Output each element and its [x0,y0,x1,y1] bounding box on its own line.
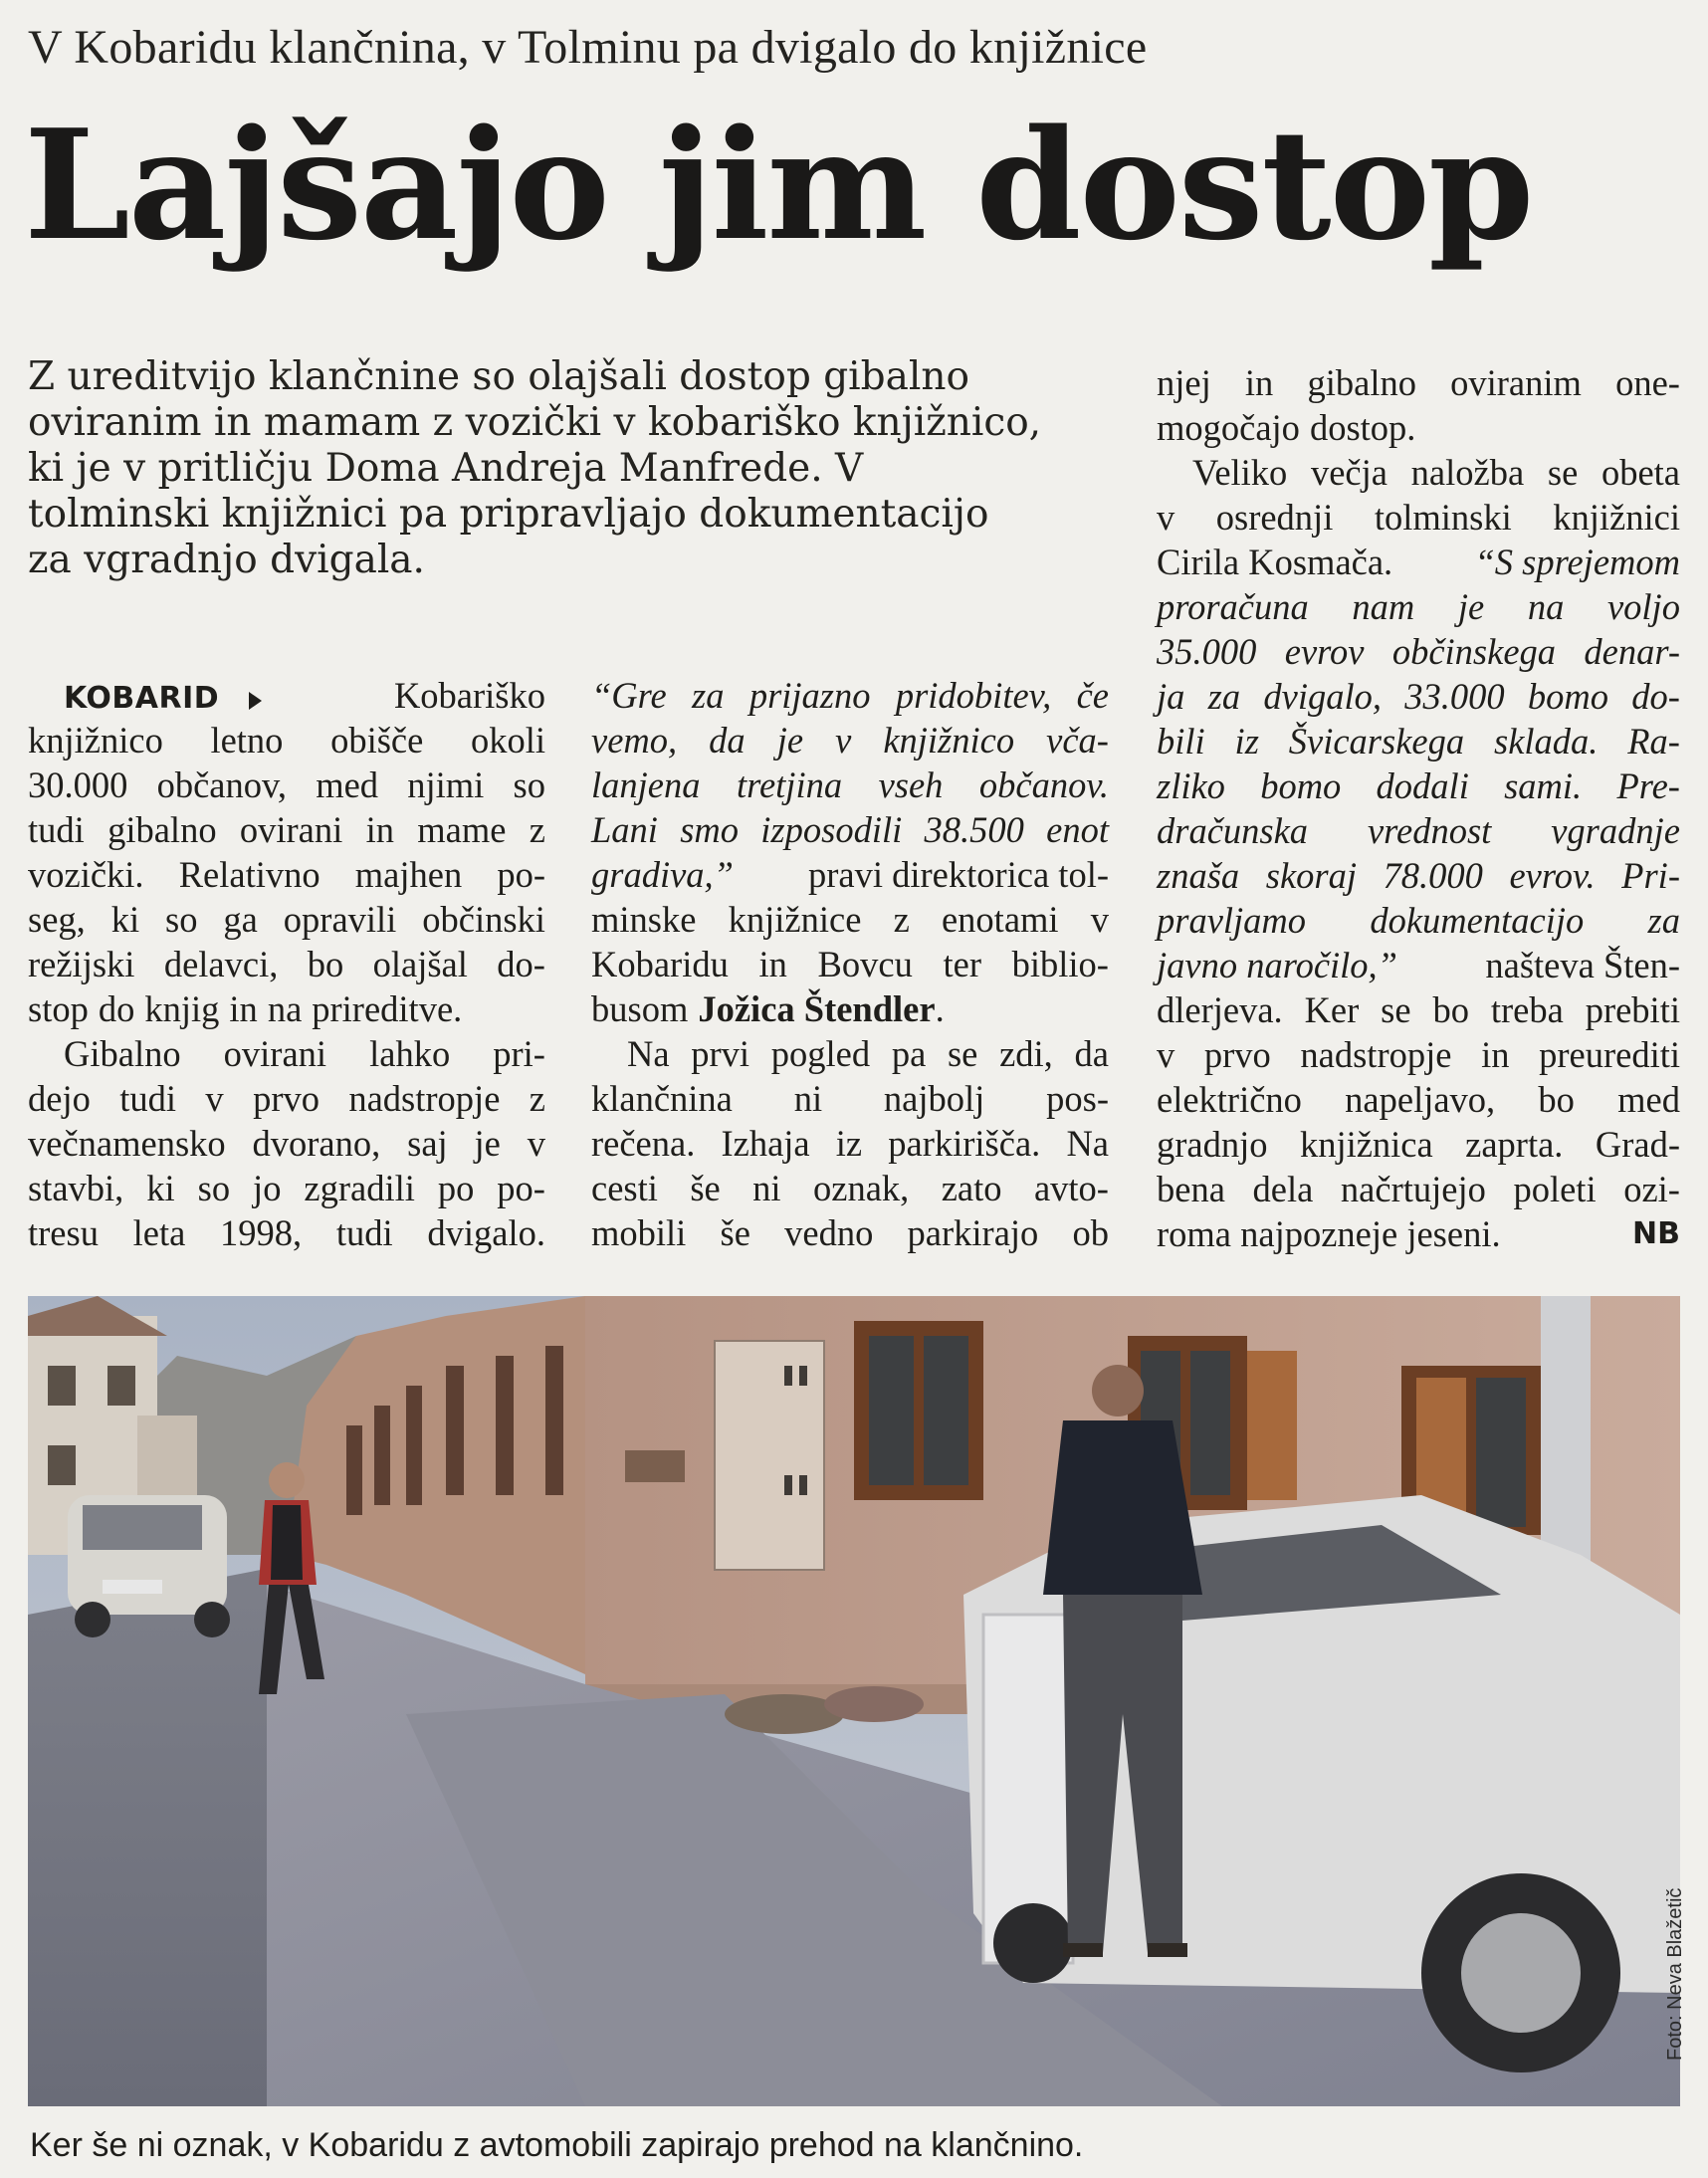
word: opravili [283,899,397,940]
word: se [1381,989,1411,1030]
word: po- [497,854,545,895]
word: električno [1157,1079,1302,1120]
word: Pre- [1616,765,1680,806]
word: z [529,809,545,850]
word: dvorano, [252,1123,381,1164]
word: in [1244,362,1274,403]
word: če [1076,675,1109,716]
word: ovirani [223,1033,327,1074]
word: še [690,1168,721,1208]
street-scene-illustration [28,1296,1680,2106]
word: proračuna [1157,586,1309,627]
word: seg, [28,899,86,940]
word: delavci, [163,944,279,984]
dateline: KOBARID [64,681,220,716]
word: iz [835,1123,863,1164]
text-line [28,718,545,762]
photo-credit: Foto: Neva Blažetič [1664,1887,1686,2061]
word: Pri- [1621,855,1680,896]
word: “Gre [591,675,667,716]
word: gibalno [107,809,217,850]
word: okoli [470,720,545,761]
road [28,1565,287,2106]
word: dvigalo, [1263,676,1383,717]
word: do- [497,944,545,984]
word: vozički. [28,854,144,895]
word: saj [407,1123,448,1164]
word: ki [110,899,140,940]
word: med [1617,1079,1680,1120]
word: Lani [591,809,658,850]
text-line [28,1031,545,1076]
body-column-1 [28,673,545,1255]
word: večja [1310,452,1388,493]
word: dejo [28,1078,91,1119]
word: obišče [330,720,424,761]
text-line [28,1210,545,1255]
word: obeta [1601,452,1680,493]
word: ozi- [1623,1169,1680,1209]
text-line [1157,540,1680,584]
word: Na [627,1033,670,1074]
text-line [591,1166,1109,1210]
text-line [1157,1032,1680,1077]
word: tolminski [1374,497,1512,538]
text-line [591,1031,1109,1076]
word: v [1157,1034,1175,1075]
word: knjig [144,988,220,1029]
word: občanov, [156,764,287,805]
person-name: Jožica Štendler [698,988,936,1029]
word: lanjena [591,764,701,805]
text-segment: pravi direktorica tol- [807,854,1109,895]
word: zgradili [304,1168,415,1208]
word: cesti [591,1168,658,1208]
electrical-cabinet [715,1341,824,1570]
word: še [720,1212,750,1253]
word: za [1207,676,1241,717]
word: Veliko [1192,452,1288,493]
text-line [591,1121,1109,1166]
word: dostop. [1309,407,1416,448]
word: vemo, [591,720,678,761]
word: in [229,988,258,1029]
word: iz [1234,721,1259,762]
text-line [1157,943,1680,987]
word: vseh [878,764,944,805]
word: zliko [1157,765,1225,806]
word: poleti [1513,1169,1597,1209]
text-line [1157,495,1680,540]
author-signature: NB [1632,1216,1680,1251]
word: ga [223,899,258,940]
word: po [437,1168,475,1208]
word: pa [891,1033,927,1074]
word: gibalno [1307,362,1416,403]
word: so [197,1168,231,1208]
word: knjižnico [28,720,163,761]
lead-paragraph [28,354,1133,583]
word: Relativno [178,854,320,895]
quote-line [1157,763,1680,808]
word: avto- [1033,1168,1109,1208]
quote-line [1157,898,1680,943]
word: na [1527,586,1565,627]
word: zato [941,1168,1002,1208]
text-line [28,1121,545,1166]
word: letno [210,720,284,761]
word: pravljamo [1157,900,1307,941]
word: dračunska [1157,810,1309,851]
word: bo [1432,989,1469,1030]
word: Švicarskega [1288,721,1465,762]
word: oznak, [813,1168,910,1208]
word: občinskega [1391,631,1557,672]
word: znaša [1157,855,1240,896]
word: da [709,720,746,761]
word: načrtujejo [1340,1169,1486,1209]
word: njej [1157,362,1211,403]
word: mame [417,809,507,850]
word: prvo [1203,1034,1271,1075]
word: dokumentacijo [1370,900,1585,941]
word: v [527,1123,545,1164]
sign-plate [625,1450,685,1482]
word: pos- [1046,1078,1109,1119]
quote-line [1157,629,1680,674]
word: Izhaja [721,1123,810,1164]
word: občanov. [978,764,1109,805]
word: knjižnici [1553,497,1680,538]
word: stop [28,988,89,1029]
word: Kobaridu [591,944,729,984]
word: je [1457,586,1485,627]
text-line [591,852,1109,897]
text-segment: Cirila Kosmača. [1157,542,1393,582]
word: 33.000 [1404,676,1505,717]
word: Gibalno [64,1033,181,1074]
word: do [98,988,135,1029]
word: zdi, [999,1033,1053,1074]
word: osrednji [1215,497,1334,538]
lead-line: ki je v pritličju Doma Andreja Manfrede. V [28,446,864,491]
word: z [893,899,910,940]
quote-line [591,762,1109,807]
text-line [28,942,545,986]
word: bena [1157,1169,1225,1209]
text-line [28,1076,545,1121]
word: zaprta. [1465,1124,1564,1165]
word: 35.000 [1157,631,1257,672]
word: vča- [1046,720,1109,761]
text-line [28,986,545,1031]
word: da [1074,1033,1109,1074]
word: 30.000 [28,764,128,805]
kicker: V Kobaridu klančnina, v Tolminu pa dvigalo do knjižnice [28,21,1148,74]
word: knjižnice [728,899,862,940]
word: in [1481,1034,1510,1075]
text-line [591,1210,1109,1255]
word: stavbi, [28,1168,124,1208]
word: vgradnje [1551,810,1680,851]
word: rečena. [591,1123,696,1164]
word: prijazno [748,675,871,716]
word: smo [680,809,740,850]
lead-line: tolminski knjižnici pa pripravljajo dokumentacijo [28,492,989,537]
word: tretjina [736,764,843,805]
text-segment: Kobariško [393,675,545,716]
word: lahko [369,1033,451,1074]
word: bili [1157,721,1205,762]
word: bomo [1527,676,1609,717]
word: režijski [28,944,135,984]
word: knjižnico [883,720,1015,761]
word: prireditve. [312,988,463,1029]
article-photo [28,1296,1680,2106]
text-line [591,986,1109,1031]
text-line [28,852,545,897]
word: Ker [1304,989,1360,1030]
word: vrednost [1367,810,1492,851]
word: skoraj [1265,855,1357,896]
word: dlerjeva. [1157,989,1283,1030]
word: nadstropje [1300,1034,1452,1075]
word: Ra- [1627,721,1680,762]
text-line [28,673,545,718]
word: tudi [28,809,85,850]
word: na [267,988,303,1029]
word: biblio- [1011,944,1109,984]
word: najbolj [883,1078,985,1119]
word: z [529,1078,545,1119]
word: mogočajo [1157,407,1300,448]
word: so [513,764,545,805]
word: v [1157,497,1175,538]
word: Bovcu [817,944,913,984]
quote-line [1157,674,1680,719]
word: pogled [770,1033,871,1074]
word: oviranim [1450,362,1582,403]
word: parkirajo [907,1212,1039,1253]
text-segment: roma najpozneje jeseni. [1157,1213,1501,1254]
word: se [947,1033,978,1074]
word: v [205,1078,224,1119]
word: ob [1072,1212,1109,1253]
word: ja [1157,676,1185,717]
word: dela [1252,1169,1314,1209]
triangle-bullet-icon [249,692,262,710]
quote-start: “S sprejemom [1474,542,1680,582]
word: Na [1066,1123,1109,1164]
word: sklada. [1493,721,1599,762]
word: sami. [1504,765,1583,806]
word: izposodili [760,809,903,850]
headline: Lajšajo jim dostop [24,96,1533,274]
word: preurediti [1539,1034,1680,1075]
word: pridobitev, [895,675,1052,716]
word: evrov. [1509,855,1596,896]
text-line [28,897,545,942]
text-segment: našteva Šten- [1485,945,1680,985]
word: v [835,720,852,761]
text-line [591,897,1109,942]
text-segment: . [935,988,945,1029]
text-line [1157,450,1680,495]
word: enotami [941,899,1059,940]
quote-line [1157,719,1680,763]
word: tudi [119,1078,177,1119]
word: 1998, [220,1212,303,1253]
word: treba [1490,989,1564,1030]
text-line [1157,987,1680,1032]
text-line [1157,1167,1680,1211]
word: po- [497,1168,545,1208]
quote-line [1157,808,1680,853]
word: v [1090,899,1109,940]
quote-end: gradiva,” [591,854,734,895]
text-line [1157,405,1680,450]
word: prvo [253,1078,320,1119]
word: tudi [335,1212,393,1253]
quote-line [1157,584,1680,629]
word: ni [752,1168,781,1208]
word: so [165,899,198,940]
word: pri- [493,1033,545,1074]
word: vedno [784,1212,874,1253]
word: 38.500 [924,809,1024,850]
text-line [28,807,545,852]
quote-line [591,718,1109,762]
text-line [1157,1211,1680,1256]
word: za [692,675,725,716]
word: večnamensko [28,1123,226,1164]
word: olajšal [372,944,468,984]
word: je [474,1123,501,1164]
text-line [1157,1122,1680,1167]
word: prvi [691,1033,750,1074]
text-line [28,762,545,807]
word: ovirani [239,809,343,850]
word: dodali [1376,765,1469,806]
word: ni [793,1078,823,1119]
word: in [365,809,394,850]
word: majhen [354,854,463,895]
quote-line [591,807,1109,852]
text-line [591,942,1109,986]
word: se [1547,452,1579,493]
text-line [591,1076,1109,1121]
word: je [776,720,804,761]
word: do- [1631,676,1680,717]
word: in [758,944,787,984]
word: mobili [591,1212,687,1253]
lead-line: oviranim in mamam z vozički v kobariško knjižnico, [28,400,1042,445]
word: dvigalo. [427,1212,545,1253]
word: naložba [1410,452,1525,493]
word: parkirišča. [888,1123,1041,1164]
word: enot [1046,809,1109,850]
word: jo [253,1168,282,1208]
word: gradnjo [1157,1124,1268,1165]
quote-end: javno naročilo,” [1157,945,1397,985]
word: leta [132,1212,186,1253]
photo-caption: Ker še ni oznak, v Kobaridu z avtomobili zapirajo prehod na klančnino. [30,2126,1084,2164]
text-segment: busom [591,988,689,1029]
word: minske [591,899,697,940]
quote-line [591,673,1109,718]
word: denar- [1584,631,1680,672]
body-column-3 [1157,360,1680,1256]
word: nadstropje [348,1078,501,1119]
word: one- [1615,362,1680,403]
word: evrov [1284,631,1365,672]
word: nam [1352,586,1415,627]
text-line [1157,1077,1680,1122]
word: njimi [407,764,485,805]
word: Grad- [1595,1124,1680,1165]
word: voljo [1606,586,1680,627]
word: občinski [422,899,545,940]
word: tresu [28,1212,99,1253]
word: med [316,764,379,805]
text-line [28,1166,545,1210]
word: bo [307,944,344,984]
word: napeljavo, [1345,1079,1496,1120]
lead-line: za vgradnjo dvigala. [28,538,425,582]
word: bo [1538,1079,1575,1120]
quote-line [1157,853,1680,898]
word: za [1647,900,1680,941]
word: bomo [1260,765,1342,806]
text-line [1157,360,1680,405]
body-column-2 [591,673,1109,1255]
word: knjižnica [1299,1124,1433,1165]
word: 78.000 [1383,855,1483,896]
word: ter [943,944,981,984]
lead-line: Z ureditvijo klančnine so olajšali dostop gibalno [28,354,969,399]
word: prebiti [1585,989,1680,1030]
word: klančnina [591,1078,733,1119]
word: ki [146,1168,175,1208]
